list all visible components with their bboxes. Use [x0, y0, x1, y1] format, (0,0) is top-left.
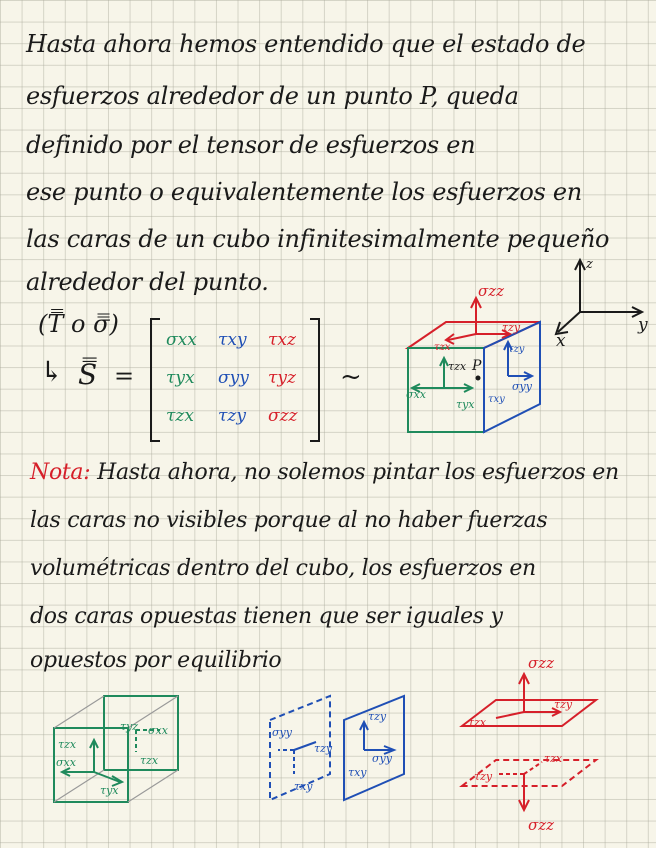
- red-label: τzx: [544, 752, 563, 765]
- matrix-cell: σyy: [218, 368, 249, 388]
- red-label: τzy: [474, 770, 493, 783]
- matrix-cell: τyx: [166, 368, 195, 388]
- axis-y-label: y: [638, 315, 648, 335]
- note-line-3: volumétricas dentro del cubo, los esfuerzos en: [30, 556, 536, 581]
- cube-label: τyx: [456, 398, 475, 411]
- cube-label: τzx: [448, 360, 467, 373]
- note-line-4: dos caras opuestas tienen que ser iguales y: [30, 604, 503, 629]
- text-line-5: las caras de un cubo infinitesimalmente pequeño: [26, 225, 610, 253]
- cube-label: σyy: [512, 380, 532, 393]
- text-line-4: ese punto o equivalentemente los esfuerzos en: [26, 178, 582, 206]
- note-line-1: [30, 460, 619, 485]
- red-bottom-label: σzz: [528, 816, 555, 834]
- matrix-cell: σxx: [166, 330, 197, 350]
- note-line-2: las caras no visibles porque al no haber fuerzas: [30, 508, 548, 533]
- green-label: τyz: [120, 720, 139, 733]
- matrix-cell: σzz: [268, 406, 298, 426]
- green-label: τzx: [58, 738, 77, 751]
- point-p-label: P: [472, 358, 482, 374]
- red-faces-diagram: [456, 650, 606, 840]
- green-label: τzx: [140, 754, 159, 767]
- cube-label: σxx: [406, 388, 426, 401]
- blue-label: σyy: [272, 726, 292, 739]
- blue-label: τxy: [294, 780, 313, 793]
- matrix-cell: τzx: [166, 406, 194, 426]
- blue-label: σyy: [372, 752, 392, 765]
- red-label: τzy: [554, 698, 573, 711]
- axis-x-label: x: [556, 331, 566, 351]
- similar-sign: ~: [340, 362, 362, 392]
- blue-label: τzy: [368, 710, 387, 723]
- green-label: σxx: [56, 756, 76, 769]
- point-p: [476, 376, 481, 381]
- blue-label: τxy: [348, 766, 367, 779]
- green-label: σxx: [148, 724, 168, 737]
- matrix-cell: τxy: [218, 330, 247, 350]
- tensor-symbol: S̿: [78, 358, 98, 391]
- equals-sign: =: [114, 362, 135, 390]
- stress-cube: [400, 278, 550, 438]
- red-top-label: σzz: [528, 654, 555, 672]
- cube-label: τzx: [434, 342, 451, 353]
- cube-label: τzy: [508, 344, 525, 355]
- text-line-3: definido por el tensor de esfuerzos en: [26, 131, 476, 159]
- red-label: τzx: [468, 716, 487, 729]
- axis-z-label: z: [586, 257, 593, 272]
- blue-label: τzy: [314, 742, 333, 755]
- matrix-cell: τzy: [218, 406, 246, 426]
- cube-label: τzy: [502, 321, 521, 334]
- cube-top-label: σzz: [478, 282, 505, 300]
- matrix-right-bracket: [310, 318, 320, 442]
- coordinate-axes: [540, 252, 650, 351]
- blue-faces-diagram: [264, 690, 414, 810]
- note-line-1-text: Hasta ahora, no solemos pintar los esfuerzos en: [90, 460, 619, 485]
- note-line-5: opuestos por equilibrio: [30, 648, 282, 673]
- green-faces-diagram: [48, 690, 188, 810]
- cube-label: τxy: [488, 394, 505, 405]
- text-line-2: esfuerzos alrededor de un punto P, queda: [26, 82, 519, 110]
- matrix-cell: τxz: [268, 330, 296, 350]
- matrix-cell: τyz: [268, 368, 296, 388]
- tensor-notation: (T̿ o σ̿): [38, 310, 119, 338]
- green-label: τyx: [100, 784, 119, 797]
- note-label: Nota:: [30, 460, 91, 485]
- matrix-left-bracket: [150, 318, 160, 442]
- text-line-6: alrededor del punto.: [26, 268, 269, 296]
- text-line-1: Hasta ahora hemos entendido que el estado de: [26, 30, 586, 58]
- stress-matrix: [150, 318, 320, 440]
- tensor-symbol-arrow: ↳: [40, 355, 64, 388]
